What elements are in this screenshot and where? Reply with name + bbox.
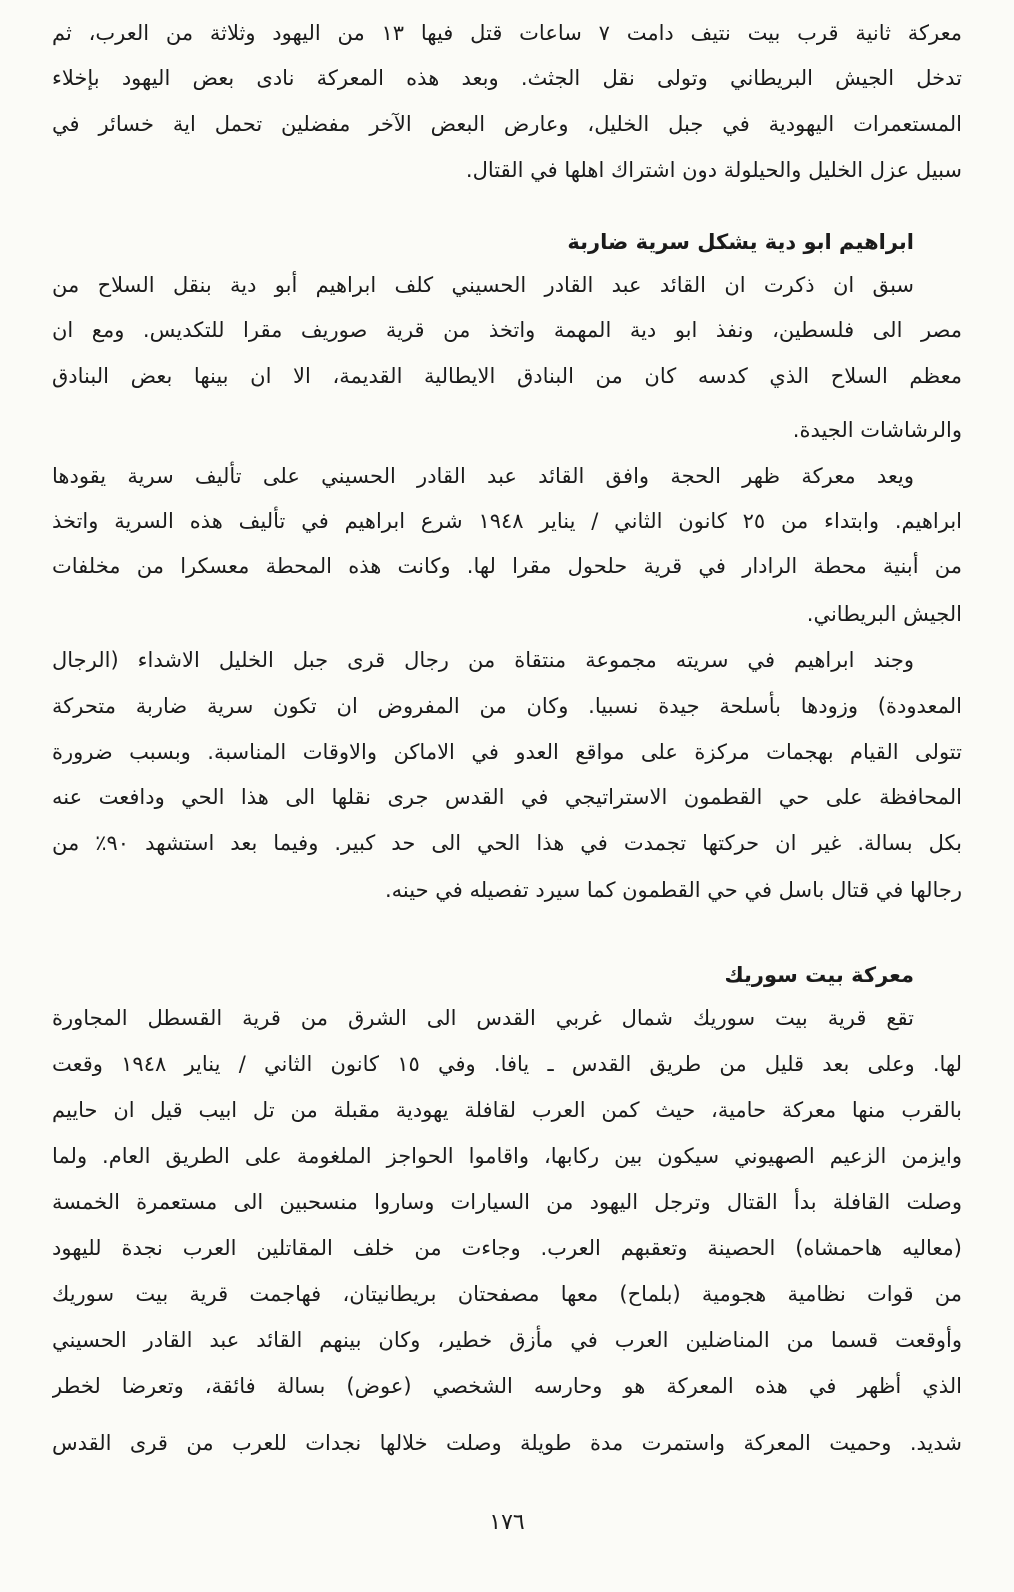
section-heading: معركة بيت سوريك: [724, 963, 914, 987]
text-line: الذي أظهر في هذه المعركة هو وحارسه الشخصي (عوض) بسالة فائقة، وتعرضا لخطر: [52, 1374, 962, 1398]
text-line: بكل بسالة. غير ان حركتها تجمدت في هذا الحي الى حد كبير. وفيما بعد استشهد ٩٠٪ من: [52, 831, 962, 855]
text-line: المحافظة على حي القطمون الاستراتيجي في القدس جرى نقلها الى هذا الحي ودافعت عنه: [52, 785, 962, 809]
text-line: لها. وعلى بعد قليل من طريق القدس ـ يافا. وفي ١٥ كانون الثاني / يناير ١٩٤٨ وقعت: [52, 1052, 962, 1076]
text-line: بالقرب منها معركة حامية، حيث كمن العرب لقافلة يهودية مقبلة من تل ابيب قيل ان حاييم: [52, 1098, 962, 1122]
text-line: معركة ثانية قرب بيت نتيف دامت ٧ ساعات قتل فيها ١٣ من اليهود وثلاثة من العرب، ثم: [52, 21, 962, 45]
text-line: معظم السلاح الذي كدسه كان من البنادق الايطالية القديمة، الا ان بينها بعض البنادق: [52, 364, 962, 388]
text-line: (معاليه هاحمشاه) الحصينة وتعقبهم العرب. وجاءت من خلف المقاتلين العرب نجدة لليهود: [52, 1236, 962, 1260]
text-line: المستعمرات اليهودية في جبل الخليل، وعارض البعض الآخر مفضلين تحمل اية خسائر في: [52, 112, 962, 136]
text-line: والرشاشات الجيدة.: [792, 418, 962, 442]
text-line: وايزمن الزعيم الصهيوني سيكون بين ركابها، واقاموا الحواجز الملغومة على الطريق العام. ولما: [52, 1144, 962, 1168]
text-line: ويعد معركة ظهر الحجة وافق القائد عبد القادر الحسيني على تأليف سرية يقودها: [52, 464, 914, 488]
text-line: الجيش البريطاني.: [806, 602, 962, 626]
text-line: من قوات نظامية هجومية (بلماح) معها مصفحتان بريطانيتان، فهاجمت قرية بيت سوريك: [52, 1282, 962, 1306]
text-line: من أبنية محطة الرادار في قرية حلحول مقرا لها. وكانت هذه المحطة معسكرا من مخلفات: [52, 554, 962, 578]
text-line: مصر الى فلسطين، ونفذ ابو دية المهمة واتخذ من قرية صوريف مقرا للتكديس. ومع ان: [52, 318, 962, 342]
text-line: سبيل عزل الخليل والحيلولة دون اشتراك اهلها في القتال.: [465, 158, 962, 182]
text-line: وصلت القافلة بدأ القتال وترجل اليهود من السيارات وساروا منسحبين الى مستعمرة الخمسة: [52, 1190, 962, 1214]
text-line: سبق ان ذكرت ان القائد عبد القادر الحسيني كلف ابراهيم أبو دية بنقل السلاح من: [52, 273, 914, 297]
page-number: ١٧٦: [489, 1510, 525, 1535]
text-line: تقع قرية بيت سوريك شمال غربي القدس الى الشرق من قرية القسطل المجاورة: [52, 1006, 914, 1030]
text-line: المعدودة) وزودها بأسلحة جيدة نسبيا. وكان من المفروض ان تكون سرية ضاربة متحركة: [52, 694, 962, 718]
text-line: شديد. وحميت المعركة واستمرت مدة طويلة وصلت خلالها نجدات للعرب من قرى القدس: [52, 1431, 962, 1455]
text-line: وجند ابراهيم في سريته مجموعة منتقاة من رجال قرى جبل الخليل الاشداء (الرجال: [52, 648, 914, 672]
text-line: وأوقعت قسما من المناضلين العرب في مأزق خطير، وكان بينهم القائد عبد القادر الحسيني: [52, 1328, 962, 1352]
text-line: تتولى القيام بهجمات مركزة على مواقع العدو في الاماكن والاوقات المناسبة. وبسبب ضرورة: [52, 740, 962, 764]
section-heading: ابراهيم ابو دية يشكل سرية ضاربة: [567, 230, 914, 254]
text-line: ابراهيم. وابتداء من ٢٥ كانون الثاني / يناير ١٩٤٨ شرع ابراهيم في تأليف هذه السرية واتخذ: [52, 509, 962, 533]
text-line: رجالها في قتال باسل في حي القطمون كما سيرد تفصيله في حينه.: [384, 878, 962, 902]
text-line: تدخل الجيش البريطاني وتولى نقل الجثث. وبعد هذه المعركة نادى بعض اليهود بإخلاء: [52, 66, 962, 90]
